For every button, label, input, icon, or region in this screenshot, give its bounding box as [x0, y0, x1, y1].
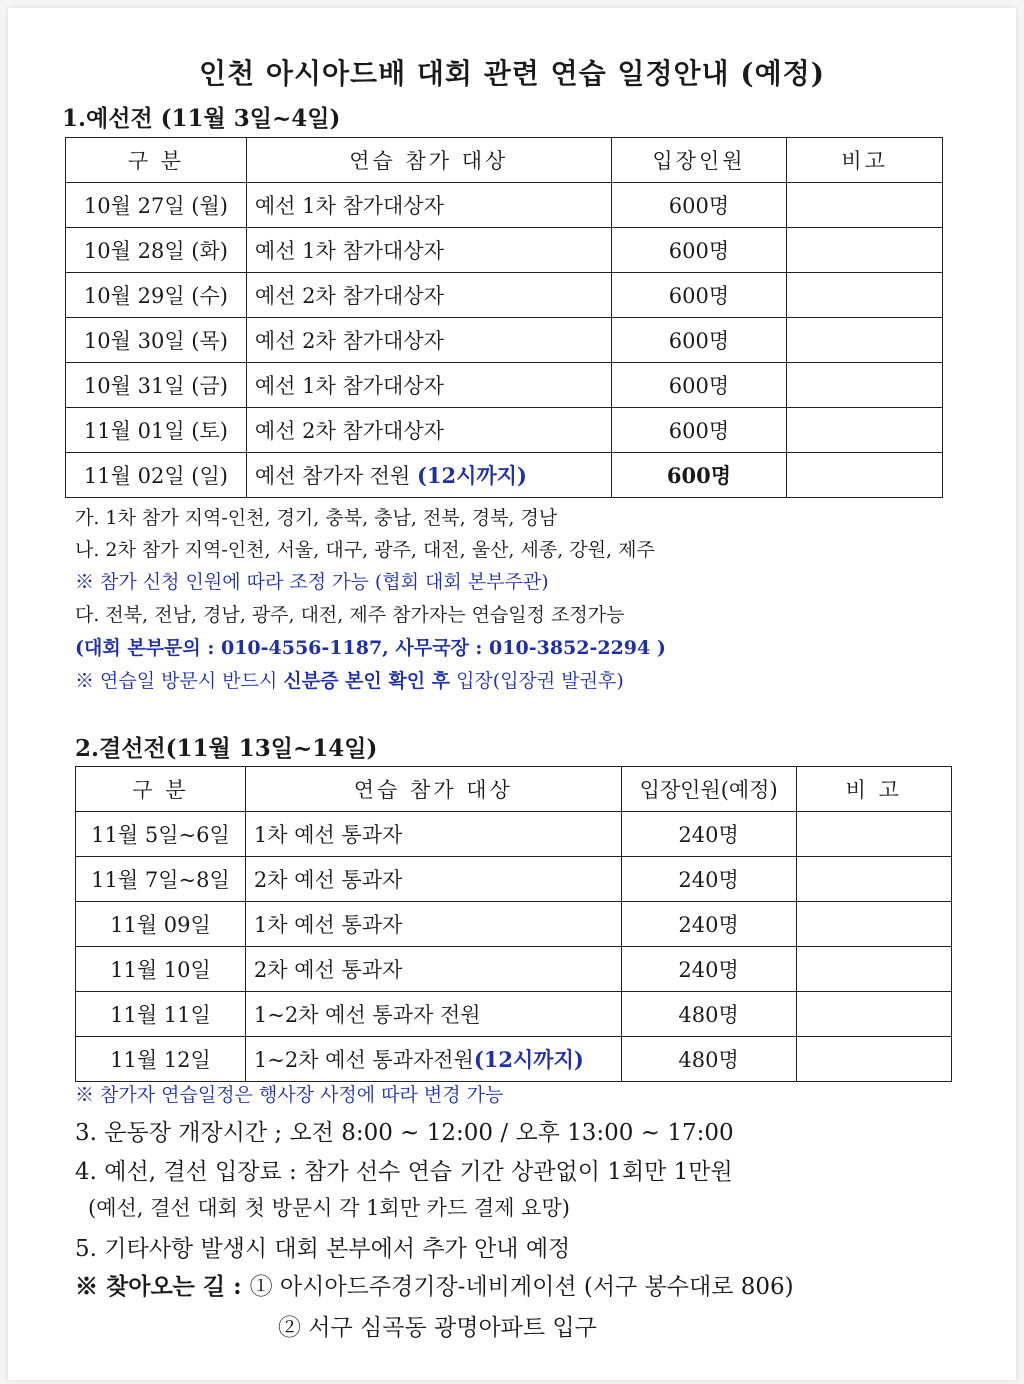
remark-cell — [796, 857, 951, 902]
final-table — [75, 766, 952, 1082]
target-text: 예선 1차 참가대상자 — [254, 239, 444, 263]
remark-cell — [796, 1037, 951, 1082]
target-cell — [246, 453, 611, 498]
directions-label: ※ 찾아오는 길 : — [75, 1273, 250, 1300]
table-row — [76, 1037, 952, 1082]
final-table-body — [76, 812, 952, 1082]
contact-note: (대회 본부문의 : 010-4556-1187, 사무국장 : 010-3852-2294 ) — [75, 637, 666, 659]
hours-info: 3. 운동장 개장시간 ; 오전 8:00 ~ 12:00 / 오후 13:00 ~ 17:00 — [75, 1120, 734, 1146]
date-cell: 11월 09일 — [76, 902, 246, 947]
target-text: 1차 예선 통과자 — [253, 913, 403, 937]
table-row — [76, 992, 952, 1037]
count-cell: 600명 — [611, 228, 787, 273]
remark-cell — [787, 183, 943, 228]
target-text: 예선 1차 참가대상자 — [254, 374, 444, 398]
table-row — [76, 902, 952, 947]
date-cell: 10월 28일 (화) — [66, 228, 247, 273]
prelim-header-row — [66, 138, 943, 183]
count-cell: 240명 — [621, 902, 796, 947]
target-text: 예선 2차 참가대상자 — [254, 329, 444, 353]
count-cell: 240명 — [621, 812, 796, 857]
date-cell: 10월 31일 (금) — [66, 363, 247, 408]
date-cell: 11월 7일~8일 — [76, 857, 246, 902]
target-text: 2차 예선 통과자 — [253, 868, 403, 892]
prelim-table-body — [66, 183, 943, 498]
table-row — [66, 408, 943, 453]
remark-cell — [796, 992, 951, 1037]
adjust-note: ※ 참가 신청 인원에 따라 조정 가능 (협회 대회 본부주관) — [75, 571, 549, 593]
remark-cell — [787, 273, 943, 318]
fee-sub-info: (예선, 결선 대회 첫 방문시 각 1회만 카드 결제 요망) — [88, 1196, 570, 1220]
target-cell — [246, 318, 611, 363]
fee-info: 4. 예선, 결선 입장료 : 참가 선수 연습 기간 상관없이 1회만 1만원 — [75, 1159, 733, 1185]
target-text: 예선 1차 참가대상자 — [254, 194, 444, 218]
target-cell — [245, 902, 621, 947]
target-text: 1차 예선 통과자 — [253, 823, 403, 847]
count-cell: 600명 — [611, 183, 787, 228]
header-remark: 비고 — [787, 138, 943, 183]
count-cell: 480명 — [621, 992, 796, 1037]
remark-cell — [796, 812, 951, 857]
table-row — [66, 363, 943, 408]
header-target: 연습 참가 대상 — [245, 767, 621, 812]
id-check-bold: 신분증 본인 확인 후 — [283, 670, 451, 692]
target-cell — [246, 183, 611, 228]
final-heading: 2.결선전(11월 13일~14일) — [75, 735, 378, 762]
region-note-1: 가. 1차 참가 지역-인천, 경기, 충북, 충남, 전북, 경북, 경남 — [75, 507, 558, 529]
id-check-post: 입장(입장권 발권후) — [450, 670, 624, 692]
header-category: 구 분 — [76, 767, 246, 812]
target-time-limit: (12시까지) — [473, 1047, 584, 1072]
target-cell — [246, 273, 611, 318]
table-row — [66, 453, 943, 498]
remark-cell — [796, 902, 951, 947]
count-cell: 480명 — [621, 1037, 796, 1082]
table-row — [66, 318, 943, 363]
target-cell — [246, 408, 611, 453]
id-check-pre: ※ 연습일 방문시 반드시 — [75, 670, 284, 692]
table-row — [76, 812, 952, 857]
target-text: 2차 예선 통과자 — [253, 958, 403, 982]
target-cell — [245, 992, 621, 1037]
page-title: 인천 아시아드배 대회 관련 연습 일정안내 (예정) — [199, 57, 825, 90]
directions-route-2: ② 서구 심곡동 광명아파트 입구 — [278, 1315, 597, 1341]
header-category: 구 분 — [66, 138, 247, 183]
header-count: 입장인원 — [611, 138, 787, 183]
table-row — [66, 273, 943, 318]
change-note: ※ 참가자 연습일정은 행사장 사정에 따라 변경 가능 — [75, 1084, 504, 1106]
table-row — [76, 857, 952, 902]
count-cell: 600명 — [611, 408, 787, 453]
target-cell — [245, 812, 621, 857]
remark-cell — [787, 228, 943, 273]
target-cell — [245, 1037, 621, 1082]
target-cell — [246, 363, 611, 408]
directions-route-1: ① 아시아드주경기장-네비게이션 (서구 봉수대로 806) — [249, 1274, 794, 1300]
target-time-limit: (12시까지) — [416, 463, 527, 488]
table-row — [66, 228, 943, 273]
header-target: 연습 참가 대상 — [246, 138, 611, 183]
remark-cell — [787, 408, 943, 453]
date-cell: 10월 29일 (수) — [66, 273, 247, 318]
date-cell: 11월 12일 — [76, 1037, 246, 1082]
remark-cell — [787, 453, 943, 498]
prelim-heading: 1.예선전 (11월 3일~4일) — [62, 105, 341, 132]
header-count: 입장인원(예정) — [621, 767, 796, 812]
count-cell: 600명 — [611, 363, 787, 408]
count-cell: 600명 — [611, 453, 787, 498]
header-remark: 비 고 — [796, 767, 951, 812]
directions-line-1 — [75, 1268, 794, 1301]
remark-cell — [787, 318, 943, 363]
date-cell: 11월 5일~6일 — [76, 812, 246, 857]
prelim-table — [65, 137, 943, 498]
count-cell: 240명 — [621, 947, 796, 992]
target-cell — [245, 947, 621, 992]
table-row — [66, 183, 943, 228]
id-check-note — [75, 666, 624, 693]
count-cell: 600명 — [611, 318, 787, 363]
target-text: 1~2차 예선 통과자 전원 — [253, 1003, 481, 1027]
table-row — [76, 947, 952, 992]
target-text: 예선 2차 참가대상자 — [254, 284, 444, 308]
date-cell: 10월 27일 (월) — [66, 183, 247, 228]
date-cell: 10월 30일 (목) — [66, 318, 247, 363]
count-cell: 600명 — [611, 273, 787, 318]
final-header-row — [76, 767, 952, 812]
date-cell: 11월 01일 (토) — [66, 408, 247, 453]
count-cell: 240명 — [621, 857, 796, 902]
date-cell: 11월 11일 — [76, 992, 246, 1037]
etc-info: 5. 기타사항 발생시 대회 본부에서 추가 안내 예정 — [75, 1236, 571, 1262]
target-text: 예선 참가자 전원 — [254, 464, 417, 488]
remark-cell — [787, 363, 943, 408]
target-cell — [246, 228, 611, 273]
date-cell: 11월 10일 — [76, 947, 246, 992]
region-note-2: 나. 2차 참가 지역-인천, 서울, 대구, 광주, 대전, 울산, 세종, 강원, 제주 — [75, 539, 655, 561]
target-text: 예선 2차 참가대상자 — [254, 419, 444, 443]
target-text: 1~2차 예선 통과자전원 — [253, 1048, 474, 1072]
remark-cell — [796, 947, 951, 992]
target-cell — [245, 857, 621, 902]
date-cell: 11월 02일 (일) — [66, 453, 247, 498]
schedule-adjust-note: 다. 전북, 전남, 경남, 광주, 대전, 제주 참가자는 연습일정 조정가능 — [75, 604, 625, 626]
